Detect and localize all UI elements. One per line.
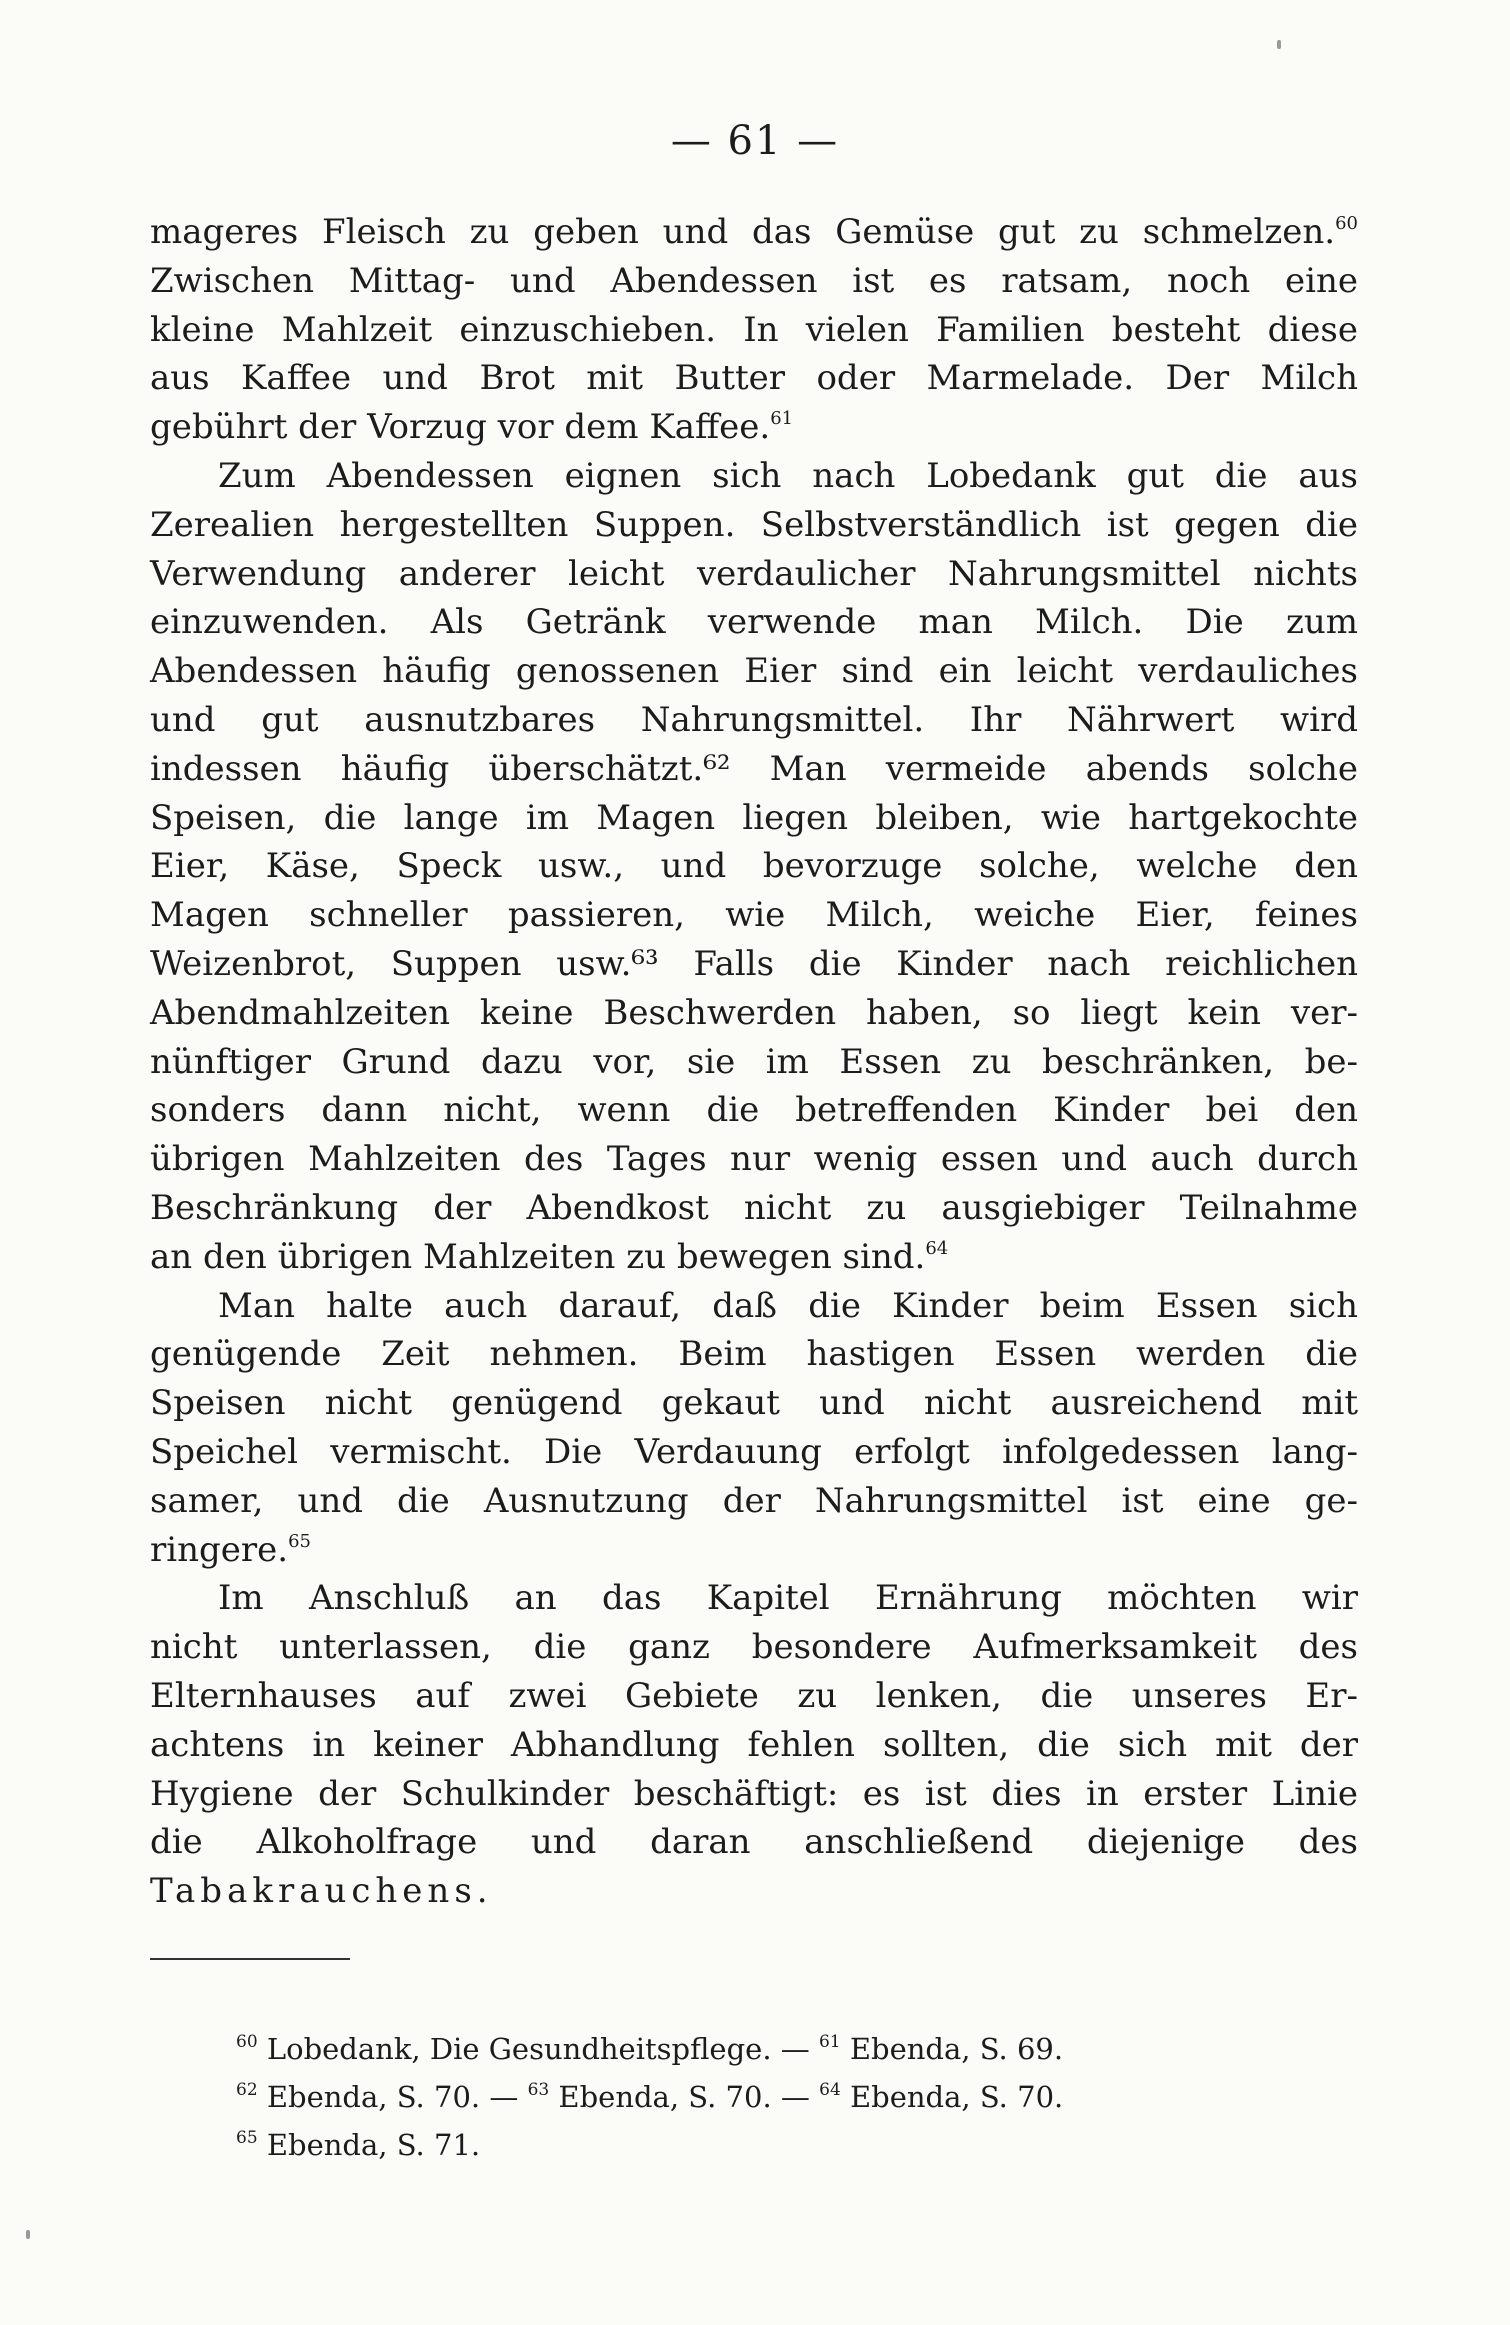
paper-speck [26, 2230, 30, 2239]
footnote-line [236, 2073, 1236, 2121]
text-line [150, 1379, 1358, 1428]
text-line-content: achtens in keiner Abhandlung fehlen sollten, die sich mit der [150, 1724, 1358, 1765]
text-line-content: Abendessen häufig genossenen Eier sind ein leicht verdauliches [150, 651, 1358, 692]
body-text [150, 208, 1358, 1916]
footnote-ref: 61 [770, 408, 794, 430]
text-line [150, 891, 1358, 940]
text-line [150, 794, 1358, 843]
text-line [150, 208, 1358, 257]
text-line [150, 257, 1358, 306]
text-line [150, 1038, 1358, 1087]
footnote-separator [150, 1958, 350, 1960]
footnote-number: 61 [818, 2032, 841, 2052]
text-line [150, 1818, 1358, 1867]
footnote-number: 63 [527, 2080, 550, 2100]
text-line-content: Verwendung anderer leicht verdaulicher Nahrungsmittel nichts [150, 553, 1358, 594]
text-line [150, 1672, 1358, 1721]
text-line-content: Tabakrauchens. [150, 1871, 493, 1912]
paper-speck [1277, 40, 1281, 49]
text-line [150, 1721, 1358, 1770]
footnote-text: Ebenda, S. 70. [840, 2080, 1064, 2114]
text-line-content: mageres Fleisch zu geben und das Gemüse gut zu schmelzen. [150, 212, 1336, 252]
footnote-number: 60 [236, 2032, 258, 2052]
text-line-content: sonders dann nicht, wenn die betreffenden Kinder bei den [150, 1090, 1358, 1131]
text-line-content: Man halte auch darauf, daß die Kinder beim Essen sich [218, 1285, 1358, 1326]
text-line [150, 501, 1358, 550]
footnote-number: 64 [819, 2080, 841, 2100]
text-line [150, 1282, 1358, 1331]
text-line [150, 1330, 1358, 1379]
footnote-line [236, 2121, 1236, 2169]
text-line-content: übrigen Mahlzeiten des Tages nur wenig essen und auch durch [150, 1139, 1358, 1180]
text-line [150, 1086, 1358, 1135]
footnote-ref: 60 [1335, 213, 1358, 234]
text-line-content: Hygiene der Schulkinder beschäftigt: es ist dies in erster Linie [150, 1773, 1358, 1814]
text-line [150, 1770, 1358, 1819]
text-line [150, 1623, 1358, 1672]
text-line-content: Speichel vermischt. Die Verdauung erfolgt infolgedessen lang- [150, 1431, 1358, 1472]
text-line [150, 403, 1358, 452]
text-line-content: Speisen, die lange im Magen liegen bleiben, wie hartgekochte [150, 797, 1358, 838]
text-line-content: Abendmahlzeiten keine Beschwerden haben, so liegt kein ver- [150, 992, 1358, 1033]
text-line [150, 1477, 1358, 1526]
footnote-text: Ebenda, S. 69. [840, 2032, 1064, 2066]
footnote-ref: 64 [925, 1237, 949, 1259]
text-line [150, 745, 1358, 794]
footnote-text: Ebenda, S. 70. — [257, 2080, 528, 2114]
text-line-content: Weizenbrot, Suppen usw.⁶³ Falls die Kinder nach reichlichen [150, 943, 1358, 984]
text-line [150, 452, 1358, 501]
text-line [150, 550, 1358, 599]
footnote-number: 65 [236, 2128, 258, 2148]
text-line-content: Zwischen Mittag- und Abendessen ist es ratsam, noch eine [150, 260, 1358, 301]
text-line [150, 354, 1358, 403]
text-line-content: gebührt der Vorzug vor dem Kaffee. [150, 407, 771, 448]
text-line [150, 696, 1358, 745]
page-number: — 61 — [670, 118, 840, 164]
text-line-content: samer, und die Ausnutzung der Nahrungsmittel ist eine ge- [150, 1480, 1358, 1521]
text-line-content: Zum Abendessen eignen sich nach Lobedank gut die aus [218, 455, 1358, 496]
text-line-content: indessen häufig überschätzt.⁶² Man vermeide abends solche [150, 748, 1358, 789]
text-line-content: an den übrigen Mahlzeiten zu bewegen sind. [150, 1236, 926, 1277]
footnote-text: Ebenda, S. 71. [257, 2128, 481, 2162]
footnotes [236, 2025, 1236, 2169]
footnote-text: Ebenda, S. 70. — [549, 2080, 820, 2114]
text-line-content: und gut ausnutzbares Nahrungsmittel. Ihr Nährwert wird [150, 699, 1358, 740]
text-line [150, 1233, 1358, 1282]
text-line-content: nünftiger Grund dazu vor, sie im Essen zu beschränken, be- [150, 1041, 1358, 1082]
text-line-content: genügende Zeit nehmen. Beim hastigen Essen werden die [150, 1334, 1358, 1375]
text-line [150, 598, 1358, 647]
text-line-content: Eier, Käse, Speck usw., und bevorzuge solche, welche den [150, 846, 1358, 887]
text-line-content: kleine Mahlzeit einzuschieben. In vielen Familien besteht diese [150, 309, 1358, 350]
text-line [150, 989, 1358, 1038]
text-line [150, 647, 1358, 696]
text-line-content: aus Kaffee und Brot mit Butter oder Marmelade. Der Milch [150, 358, 1358, 399]
text-line [150, 306, 1358, 355]
text-line-content: Im Anschluß an das Kapitel Ernährung möchten wir [218, 1578, 1358, 1619]
text-line [150, 1574, 1358, 1623]
text-line [150, 1867, 1358, 1916]
text-line [150, 940, 1358, 989]
text-line-content: Magen schneller passieren, wie Milch, weiche Eier, feines [150, 895, 1358, 936]
text-line-content: die Alkoholfrage und daran anschließend diejenige des [150, 1822, 1358, 1863]
text-line-content: Elternhauses auf zwei Gebiete zu lenken, die unseres Er- [150, 1675, 1358, 1716]
text-line-content: Beschränkung der Abendkost nicht zu ausgiebiger Teilnahme [150, 1187, 1358, 1228]
text-line [150, 1526, 1358, 1575]
footnote-number: 62 [236, 2080, 258, 2100]
footnote-ref: 65 [288, 1530, 311, 1552]
text-line [150, 1428, 1358, 1477]
text-line-content: ringere. [150, 1529, 289, 1570]
footnote-line [236, 2025, 1236, 2073]
text-line [150, 1135, 1358, 1184]
text-line [150, 1184, 1358, 1233]
text-line-content: einzuwenden. Als Getränk verwende man Milch. Die zum [150, 602, 1358, 643]
text-line-content: Speisen nicht genügend gekaut und nicht ausreichend mit [150, 1383, 1358, 1424]
text-line-content: Zerealien hergestellten Suppen. Selbstverständlich ist gegen die [150, 504, 1358, 545]
text-line [150, 842, 1358, 891]
footnote-text: Lobedank, Die Gesundheitspflege. — [257, 2032, 819, 2066]
text-line-content: nicht unterlassen, die ganz besondere Aufmerksamkeit des [150, 1627, 1358, 1668]
